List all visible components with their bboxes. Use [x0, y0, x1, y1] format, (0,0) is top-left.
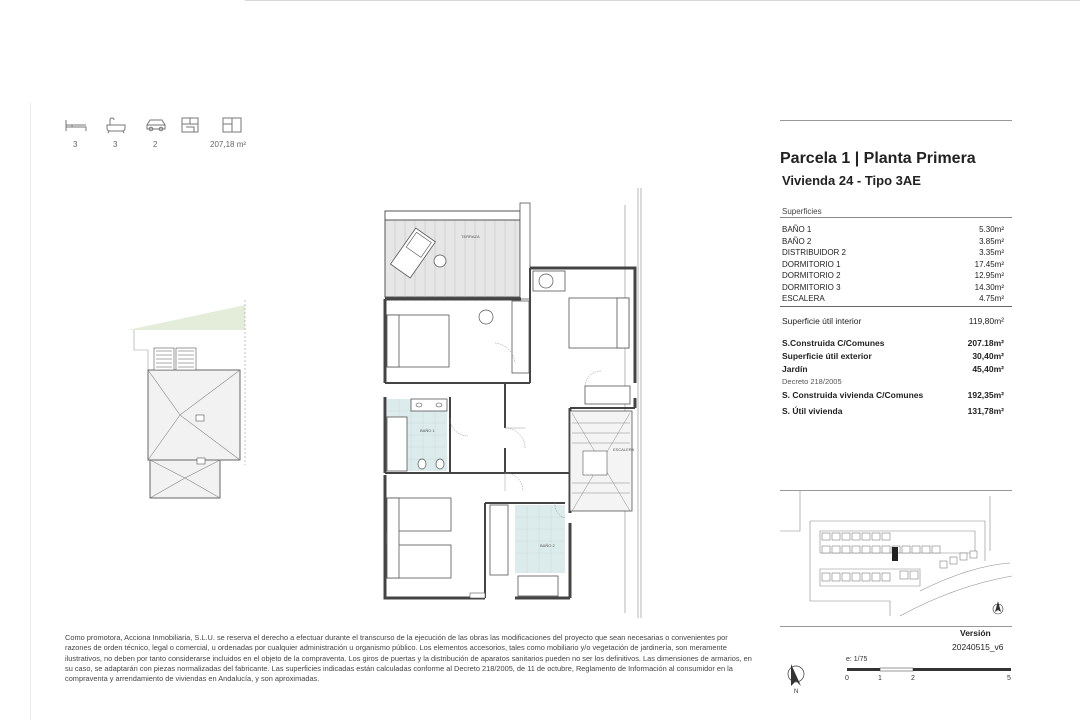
room-name: DORMITORIO 3 — [782, 282, 841, 292]
util-exterior-row — [780, 351, 1012, 364]
scale-tick: 5 — [1007, 675, 1011, 682]
table-row — [780, 248, 1012, 260]
table-row — [780, 237, 1012, 249]
construida-label: S.Construida C/Comunes — [782, 338, 885, 348]
parking-count: 2 — [153, 140, 158, 149]
terrace-label: TERRAZA — [461, 234, 480, 239]
decreto-label: Decreto 218/2005 — [782, 377, 842, 386]
bed-icon — [64, 116, 88, 134]
room-area: 5.30m² — [979, 225, 1004, 234]
house-icon — [178, 116, 202, 134]
surfaces-rule — [780, 217, 1012, 218]
util-exterior-value: 30,40m² — [972, 351, 1004, 361]
construida-vivienda-label: S. Construida vivienda C/Comunes — [782, 390, 924, 400]
decreto-row — [780, 377, 1012, 390]
bathroom-2-label: BAÑO 2 — [540, 543, 555, 548]
room-name: BAÑO 2 — [782, 236, 812, 246]
room-area: 3.85m² — [979, 236, 1004, 246]
staircase — [570, 411, 635, 511]
construida-vivienda-row — [780, 390, 1012, 406]
room-name: ESCALERA — [782, 294, 825, 303]
surfaces-summary — [780, 316, 1012, 419]
site-roof-plan — [120, 300, 250, 510]
legal-disclaimer: Como promotora, Acciona Inmobiliaria, S.L.U. se reserva el derecho a efectuar durante el transcurso de la ejecución de las obras las modificaciones del proyecto que sean necesarias o convenientes por razones de orden técnico, legal o comercial, u ordenadas por cualquier administración u organismo público. Los elementos accesorios, tales como mobiliario y/o vegetación de jardinería, son meramente ilustrativos, no deben por tanto considerarse incluidos en el objeto de la compraventa. Los giros de puertas y la distribución de aparatos sanitarios pueden no ser los definitivos. Las dimensiones de armarios, en su caso, se adaptarán con piezas normalizadas del fabricante. Las superficies indicadas están calculadas conforme al Decreto 218/2005, de 11 de octubre, Reglamento de Información al consumidor en la compraventa y arrendamiento de viviendas en Andalucía, y son aproximadas. — [65, 633, 752, 684]
room-name: DORMITORIO 2 — [782, 271, 841, 280]
scale-tick: 0 — [845, 675, 849, 682]
util-vivienda-label: S. Útil vivienda — [782, 406, 843, 416]
bathroom-1-label: BAÑO 1 — [420, 428, 435, 433]
construida-row — [780, 338, 1012, 351]
room-area: 12.95m² — [974, 271, 1004, 280]
util-interior-row — [780, 316, 1012, 338]
top-rule — [245, 0, 1080, 1]
version-label: Versión — [960, 628, 991, 638]
jardin-label: Jardín — [782, 364, 808, 374]
bathtub-icon — [104, 116, 128, 134]
location-key-map — [780, 490, 1012, 627]
jardin-row — [780, 364, 1012, 377]
svg-text:N: N — [794, 689, 799, 694]
table-row — [780, 294, 1012, 307]
table-row — [780, 283, 1012, 295]
scale-label: e: 1/75 — [846, 656, 868, 663]
bathrooms-count: 3 — [113, 140, 118, 149]
bedrooms-count: 3 — [73, 140, 78, 149]
left-rule — [30, 103, 31, 720]
construida-vivienda-value: 192,35m² — [967, 390, 1004, 400]
room-name: DISTRIBUIDOR 2 — [782, 248, 847, 257]
construida-value: 207.18m² — [967, 338, 1004, 348]
table-row — [780, 260, 1012, 272]
room-name: DORMITORIO 1 — [782, 259, 841, 269]
version-value: 20240515_v6 — [952, 642, 1004, 652]
scale-tick: 2 — [911, 675, 915, 682]
scale-tick: 1 — [878, 675, 882, 682]
north-arrow-small-icon — [993, 601, 1003, 614]
north-arrow-icon — [786, 662, 806, 694]
util-exterior-label: Superficie útil exterior — [782, 351, 872, 361]
util-interior-value: 119,80m² — [968, 316, 1004, 326]
jardin-value: 45,40m² — [972, 364, 1004, 374]
page-subtitle: Vivienda 24 - Tipo 3AE — [782, 173, 921, 188]
summary-icons — [58, 116, 278, 156]
room-area: 14.30m² — [974, 282, 1004, 292]
scale-bar — [843, 656, 1018, 686]
util-interior-label: Superficie útil interior — [782, 316, 862, 326]
room-area: 17.45m² — [974, 259, 1004, 269]
floor-area-icon — [220, 116, 244, 134]
room-area: 4.75m² — [979, 294, 1004, 303]
util-vivienda-value: 131,78m² — [967, 406, 1004, 416]
page-title: Parcela 1 | Planta Primera — [780, 150, 976, 167]
room-name: BAÑO 1 — [782, 225, 812, 234]
surfaces-heading: Superficies — [782, 207, 822, 216]
floor-plan — [355, 183, 645, 618]
highlighted-dwelling — [892, 547, 898, 561]
panel-top-rule — [780, 120, 1012, 121]
surfaces-table — [780, 225, 1012, 307]
table-row — [780, 225, 1012, 237]
terrace — [385, 203, 530, 299]
car-icon — [144, 116, 168, 134]
util-vivienda-row — [780, 406, 1012, 419]
built-area: 207,18 m² — [210, 140, 247, 149]
room-area: 3.35m² — [979, 248, 1004, 257]
stairs-label: ESCALERA — [613, 447, 635, 452]
table-row — [780, 271, 1012, 283]
